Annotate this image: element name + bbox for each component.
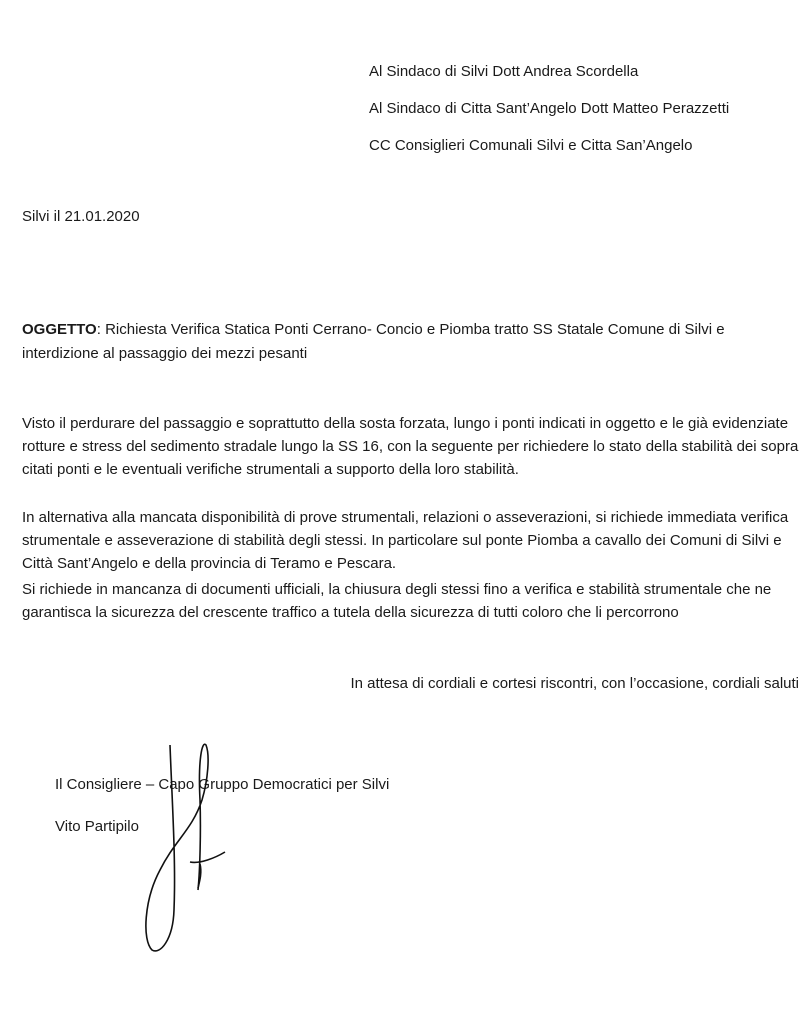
date-line: Silvi il 21.01.2020 [22,208,140,225]
subject-label: OGGETTO [22,321,97,338]
signature-stroke [190,852,225,888]
subject-text: : Richiesta Verifica Statica Ponti Cerrano- Concio e Piomba tratto SS Statale Comune di Silvi e interdizione al passaggio dei mezzi pesanti [22,321,725,362]
signatory-name: Vito Partipilo [55,818,139,835]
recipient-line: CC Consiglieri Comunali Silvi e Citta San’Angelo [369,137,693,154]
recipient-line: Al Sindaco di Citta Sant’Angelo Dott Matteo Perazzetti [369,100,730,117]
recipients-block [369,62,729,173]
recipient-line: Al Sindaco di Silvi Dott Andrea Scordella [369,63,639,80]
body-paragraph: Visto il perdurare del passaggio e soprattutto della sosta forzata, lungo i ponti indicati in oggetto e le già evidenziate rotture e stress del sedimento stradale lungo la SS 16, con la seguente per richiedere lo stato della stabilità dei sopra citati ponti e le eventuali verifiche strumentali a supporto della loro stabilità. [22,415,799,478]
subject-line [22,318,792,366]
body-paragraph: In alternativa alla mancata disponibilità di prove strumentali, relazioni o asseverazioni, si richiede immediata verifica strumentale e asseverazione di stabilità degli stessi. In particolare sul ponte Piomba a cavallo dei Comuni di Silvi e Città Sant’Angelo e della provincia di Teramo e Pescara. [22,509,789,572]
handwritten-signature [130,740,250,960]
signatory-title: Il Consigliere – Capo Gruppo Democratici per Silvi [55,776,390,793]
signature-stroke [146,744,208,951]
closing-line: In attesa di cordiali e cortesi riscontri, con l’occasione, cordiali saluti [350,675,799,692]
body-paragraph: Si richiede in mancanza di documenti ufficiali, la chiusura degli stessi fino a verifica e stabilità strumentale che ne garantisca la sicurezza del crescente traffico a tutela della sicurezza di tutti coloro che li percorrono [22,581,772,621]
